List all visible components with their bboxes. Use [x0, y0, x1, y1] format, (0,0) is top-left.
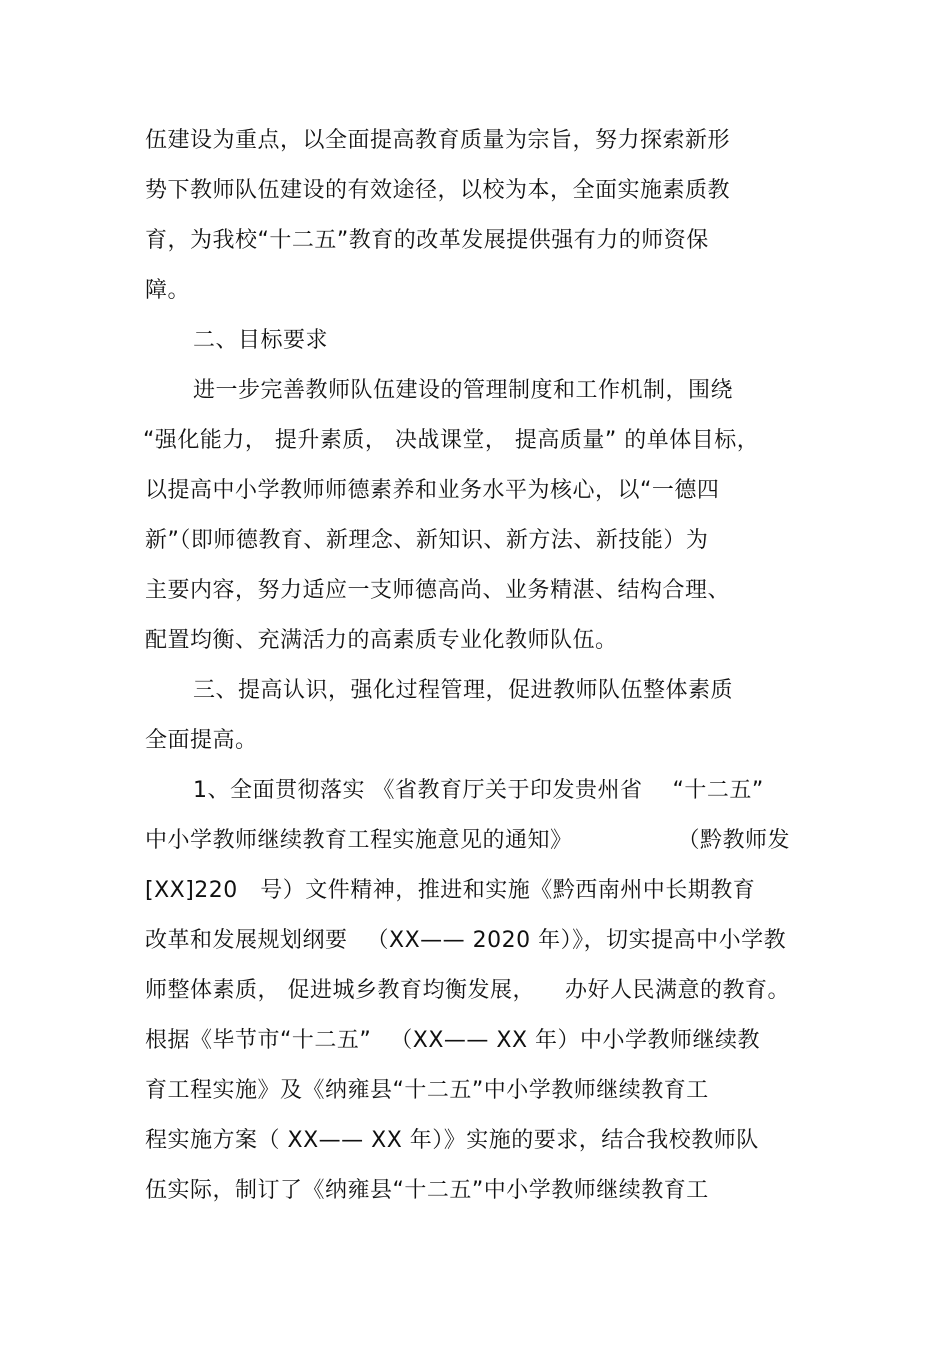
paragraph-line: 新”（即师德教育、新理念、新知识、新方法、新技能）为 [145, 528, 709, 553]
paragraph-line: 进一步完善教师队伍建设的管理制度和工作机制，围绕 [193, 378, 734, 403]
paragraph-line: 中小学教师继续教育工程实施意见的通知》 （黔教师发 [145, 828, 790, 853]
paragraph-line: 主要内容，努力适应一支师德高尚、业务精湛、结构合理、 [145, 578, 731, 603]
paragraph-line: “强化能力， 提升素质， 决战课堂， 提高质量” 的单体目标， [143, 428, 760, 453]
paragraph-line: 育工程实施》及《纳雍县“十二五”中小学教师继续教育工 [145, 1078, 709, 1103]
paragraph-line: 以提高中小学教师师德素养和业务水平为核心，以“一德四 [145, 478, 720, 503]
paragraph-line: 改革和发展规划纲要 （XX—— 2020 年）》，切实提高中小学教 [145, 928, 787, 953]
section-heading: 三、提高认识，强化过程管理，促进教师队伍整体素质 [193, 678, 734, 703]
section-heading-continuation: 全面提高。 [145, 728, 258, 753]
paragraph-line: 育，为我校“十二五”教育的改革发展提供强有力的师资保 [145, 228, 709, 253]
paragraph-line: [XX]220 号）文件精神，推进和实施《黔西南州中长期教育 [145, 878, 756, 903]
paragraph-line: 1、全面贯彻落实 《省教育厅关于印发贵州省 “十二五” [193, 778, 764, 803]
paragraph-line: 配置均衡、充满活力的高素质专业化教师队伍。 [145, 628, 618, 653]
paragraph-line: 程实施方案（ XX—— XX 年）》实施的要求，结合我校教师队 [145, 1128, 759, 1153]
section-heading: 二、目标要求 [193, 328, 329, 353]
paragraph-line: 伍建设为重点，以全面提高教育质量为宗旨，努力探索新形 [145, 128, 731, 153]
paragraph-line: 伍实际，制订了《纳雍县“十二五”中小学教师继续教育工 [145, 1178, 709, 1203]
paragraph-line: 师整体素质， 促进城乡教育均衡发展， 办好人民满意的教育。 [145, 978, 790, 1003]
paragraph-line: 根据《毕节市“十二五” （XX—— XX 年）中小学教师继续教 [145, 1028, 761, 1053]
paragraph-line: 障。 [145, 278, 191, 303]
paragraph-line: 势下教师队伍建设的有效途径，以校为本，全面实施素质教 [145, 178, 731, 203]
